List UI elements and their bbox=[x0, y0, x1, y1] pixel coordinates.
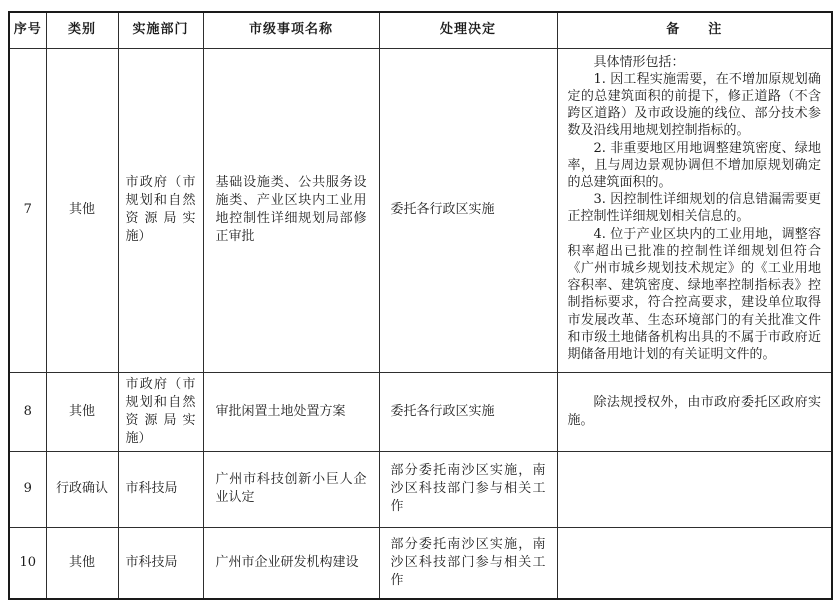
header-cell-no: 序号 bbox=[9, 12, 46, 48]
remark-paragraph: 3. 因控制性详细规划的信息错漏需要更正控制性详细规划相关信息的。 bbox=[567, 192, 821, 225]
remark-paragraph: 4. 位于产业区块内的工业用地，调整容积率超出已批准的控制性详细规划但符合《广州市城乡规划技术规定》的《工业用地容积率、建筑密度、绿地率控制指标表》控制指标要求，符合控高要求，建设单位取得市发展改革、生态环境部门的有关批准文件和市级土地储备机构出具的不属于市政府近期储备用地计划的有关证明文件的。 bbox=[567, 226, 821, 362]
cell-department: 市政府（市规划和自然资源局实施） bbox=[118, 372, 203, 451]
cell-category: 其他 bbox=[46, 372, 118, 451]
cell-no: 7 bbox=[9, 48, 46, 372]
cell-category: 其他 bbox=[46, 527, 118, 599]
remark-paragraph: 具体情形包括： bbox=[593, 54, 685, 70]
remark-paragraph: 2. 非重要地区用地调整建筑密度、绿地率，且与周边景观协调但不增加原规划确定的总建筑面积的。 bbox=[567, 140, 821, 190]
cell-remark bbox=[557, 372, 832, 451]
table-row bbox=[9, 451, 832, 527]
cell-department: 市政府（市规划和自然资源局实施） bbox=[118, 48, 203, 372]
cell-no: 10 bbox=[9, 527, 46, 599]
cell-no: 9 bbox=[9, 451, 46, 527]
remark-paragraph: 除法规授权外，由市政府委托区政府实施。 bbox=[567, 395, 821, 428]
cell-remark bbox=[557, 48, 832, 372]
header-cell-category: 类别 bbox=[46, 12, 118, 48]
table-row bbox=[9, 527, 832, 599]
header-cell-department: 实施部门 bbox=[118, 12, 203, 48]
delegation-items-table bbox=[8, 11, 833, 600]
header-cell-item-name: 市级事项名称 bbox=[203, 12, 379, 48]
cell-item-name: 审批闲置土地处置方案 bbox=[203, 372, 379, 451]
cell-decision: 部分委托南沙区实施，南沙区科技部门参与相关工作 bbox=[379, 451, 557, 527]
cell-decision: 委托各行政区实施 bbox=[379, 372, 557, 451]
cell-item-name: 基础设施类、公共服务设施类、产业区块内工业用地控制性详细规划局部修正审批 bbox=[203, 48, 379, 372]
table-row bbox=[9, 48, 832, 372]
cell-decision: 委托各行政区实施 bbox=[379, 48, 557, 372]
cell-remark bbox=[557, 451, 832, 527]
cell-category: 其他 bbox=[46, 48, 118, 372]
cell-item-name: 广州市企业研发机构建设 bbox=[203, 527, 379, 599]
header-cell-remark: 备 注 bbox=[557, 12, 832, 48]
table-row bbox=[9, 372, 832, 451]
cell-department: 市科技局 bbox=[118, 451, 203, 527]
cell-remark bbox=[557, 527, 832, 599]
cell-department: 市科技局 bbox=[118, 527, 203, 599]
cell-category: 行政确认 bbox=[46, 451, 118, 527]
cell-no: 8 bbox=[9, 372, 46, 451]
cell-item-name: 广州市科技创新小巨人企业认定 bbox=[203, 451, 379, 527]
header-cell-decision: 处理决定 bbox=[379, 12, 557, 48]
header-row bbox=[9, 12, 832, 48]
document-sheet bbox=[8, 11, 833, 600]
cell-decision: 部分委托南沙区实施，南沙区科技部门参与相关工作 bbox=[379, 527, 557, 599]
remark-paragraph: 1. 因工程实施需要，在不增加原规划确定的总建筑面积的前提下，修正道路（不含跨区道路）及市政设施的线位、部分技术参数及沿线用地规划控制指标的。 bbox=[567, 71, 821, 139]
